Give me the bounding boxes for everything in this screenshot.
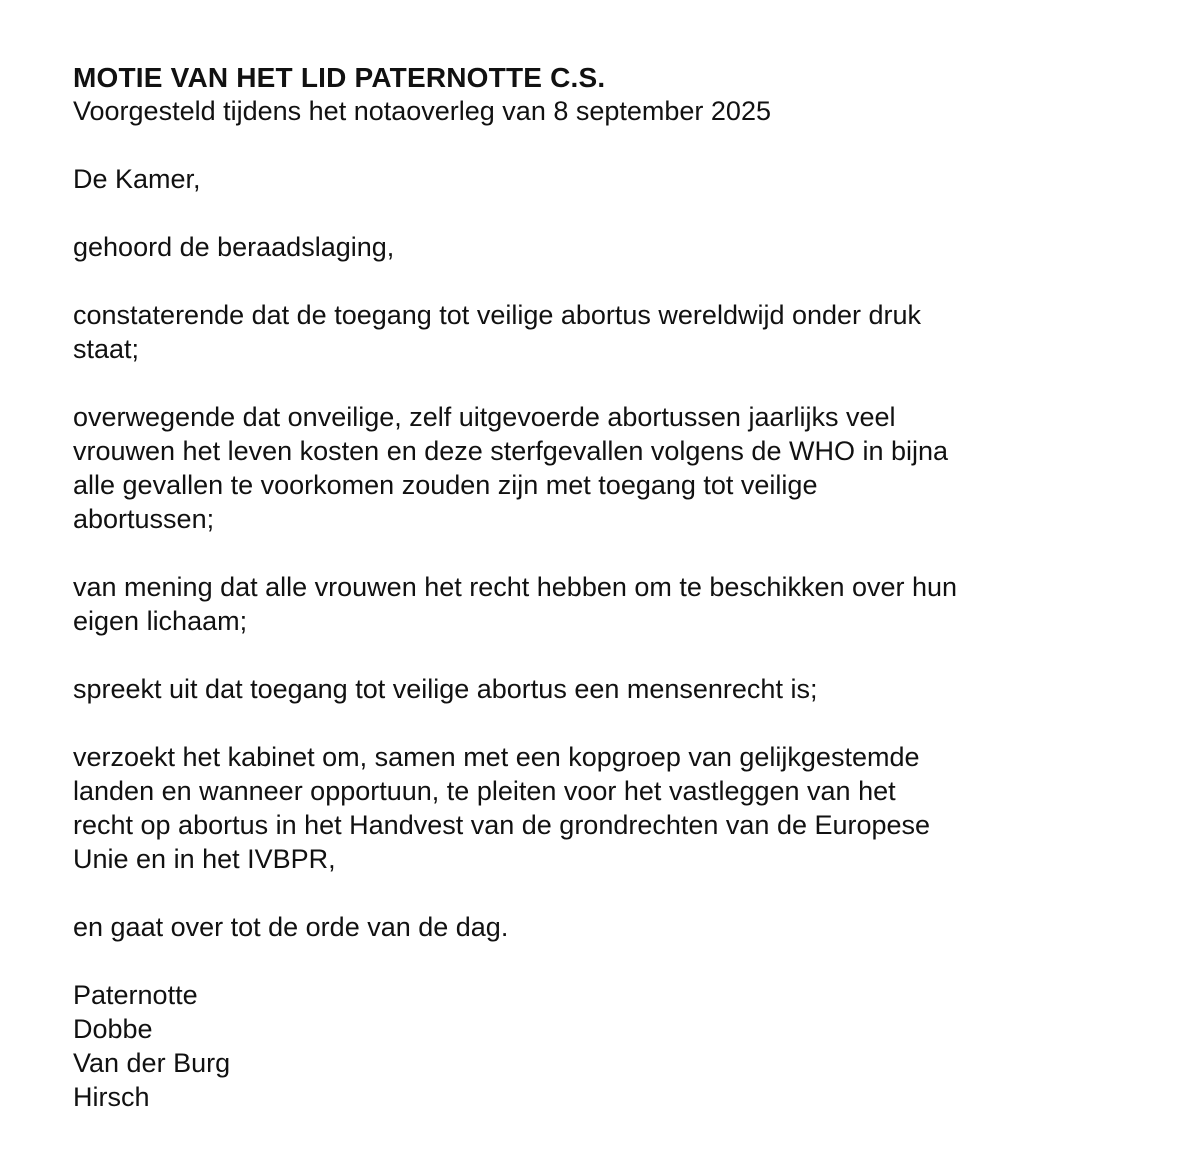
heard-clause: gehoord de beraadslaging,: [73, 232, 395, 262]
spacer: [73, 944, 1153, 978]
requests-clause: verzoekt het kabinet om, samen met een kopgroep van gelijkgestemde landen en wanneer opportuun, te pleiten voor het vastleggen van het recht op abortus in het Handvest van de grondrechten van de Europese Unie en in het IVBPR,: [73, 742, 931, 874]
signatories-list: [73, 978, 1153, 1114]
spacer: [73, 128, 1153, 162]
considering-clause-1: constaterende dat de toegang tot veilige abortus wereldwijd onder druk staat;: [73, 300, 922, 364]
closing-line: en gaat over tot de orde van de dag.: [73, 912, 509, 942]
signatory: Dobbe: [73, 1014, 153, 1044]
spacer: [73, 706, 1153, 740]
motion-document: [73, 62, 1153, 1114]
document-title: MOTIE VAN HET LID PATERNOTTE C.S.: [73, 62, 606, 93]
signatory: Hirsch: [73, 1082, 150, 1112]
spacer: [73, 638, 1153, 672]
document-subtitle: Voorgesteld tijdens het notaoverleg van 8 september 2025: [73, 96, 771, 126]
spacer: [73, 366, 1153, 400]
signatory: Van der Burg: [73, 1048, 231, 1078]
declares-clause: spreekt uit dat toegang tot veilige abortus een mensenrecht is;: [73, 674, 818, 704]
spacer: [73, 196, 1153, 230]
opinion-clause: van mening dat alle vrouwen het recht hebben om te beschikken over hun eigen lichaam;: [73, 572, 958, 636]
considering-clause-2: overwegende dat onveilige, zelf uitgevoerde abortussen jaarlijks veel vrouwen het leven kosten en deze sterfgevallen volgens de WHO in bijna alle gevallen te voorkomen zouden zijn met toegang tot veilige abortussen;: [73, 402, 949, 534]
spacer: [73, 264, 1153, 298]
opening-line: De Kamer,: [73, 164, 201, 194]
spacer: [73, 876, 1153, 910]
signatory: Paternotte: [73, 980, 198, 1010]
spacer: [73, 536, 1153, 570]
